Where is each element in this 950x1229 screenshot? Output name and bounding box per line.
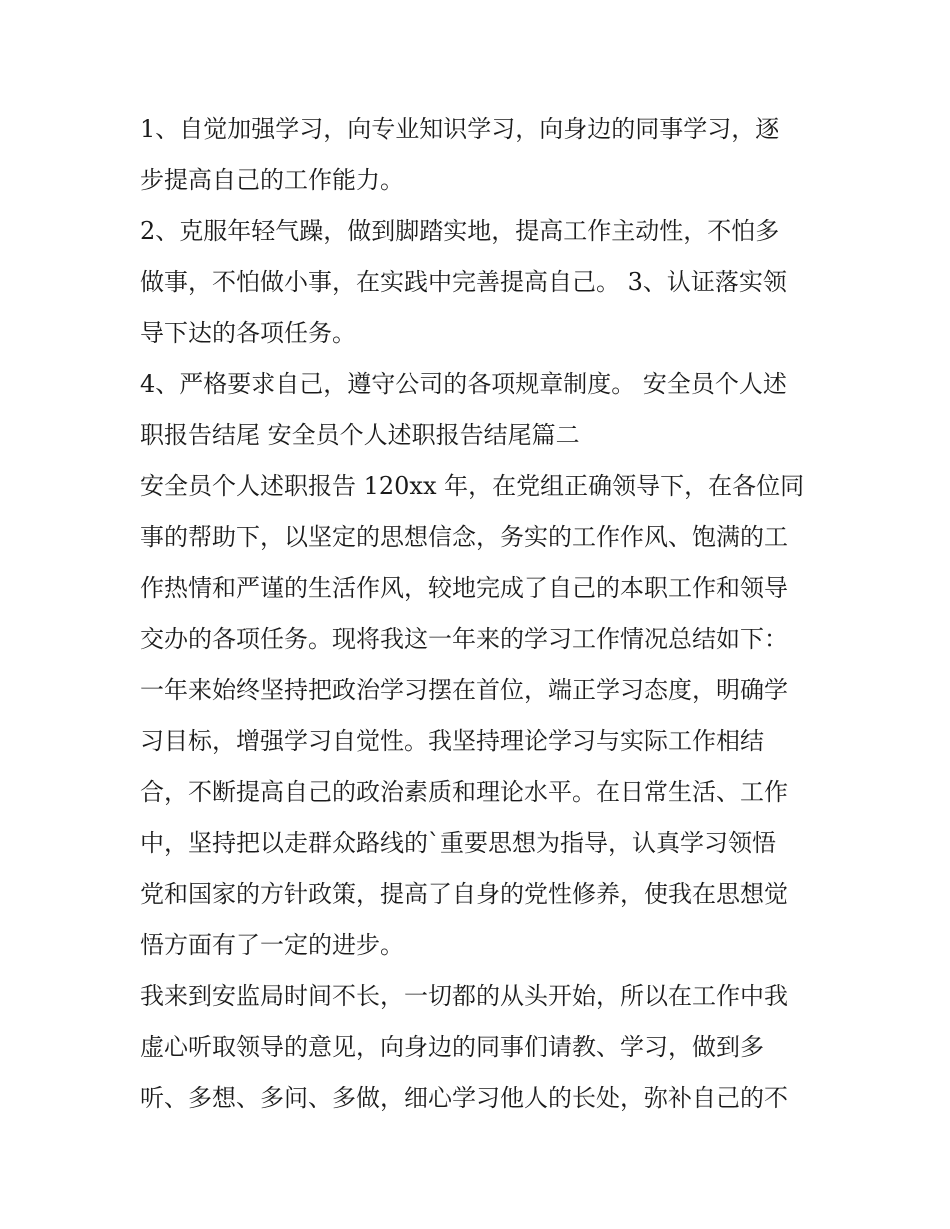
- text-line: 中，坚持把以走群众路线的`重要思想为指导，认真学习领悟: [140, 829, 776, 857]
- text-line: 交办的各项任务。现将我这一年来的学习工作情况总结如下：: [140, 625, 788, 653]
- text-line: 作热情和严谨的生活作风，较地完成了自己的本职工作和领导: [140, 574, 788, 602]
- text-line: 合，不断提高自己的政治素质和理论水平。在日常生活、工作: [140, 778, 788, 806]
- text-line: 步提高自己的工作能力。: [140, 166, 404, 194]
- text-line: 安全员个人述职报告 120xx 年，在党组正确领导下，在各位同: [140, 472, 805, 500]
- text-line: 虚心听取领导的意见，向身边的同事们请教、学习，做到多: [140, 1033, 764, 1061]
- text-line: 习目标，增强学习自觉性。我坚持理论学习与实际工作相结: [140, 727, 764, 755]
- text-line: 职报告结尾 安全员个人述职报告结尾篇二: [140, 421, 580, 449]
- document-body: [140, 104, 820, 1124]
- text-line: 4、严格要求自己，遵守公司的各项规章制度。 安全员个人述: [140, 370, 787, 398]
- text-line: 做事，不怕做小事，在实践中完善提高自己。 3、认证落实领: [140, 268, 787, 296]
- text-line: 1、自觉加强学习，向专业知识学习，向身边的同事学习，逐: [140, 115, 780, 143]
- text-line: 一年来始终坚持把政治学习摆在首位，端正学习态度，明确学: [140, 676, 788, 704]
- text-line: 2、克服年轻气躁，做到脚踏实地，提高工作主动性，不怕多: [140, 217, 780, 245]
- text-line: 事的帮助下，以坚定的思想信念，务实的工作作风、饱满的工: [140, 523, 788, 551]
- text-line: 悟方面有了一定的进步。: [140, 931, 404, 959]
- text-line: 党和国家的方针政策，提高了自身的党性修养，使我在思想觉: [140, 880, 788, 908]
- text-line: 导下达的各项任务。: [140, 319, 356, 347]
- text-line: 我来到安监局时间不长，一切都的从头开始，所以在工作中我: [140, 982, 788, 1010]
- text-line: 听、多想、多问、多做，细心学习他人的长处，弥补自己的不: [140, 1084, 788, 1112]
